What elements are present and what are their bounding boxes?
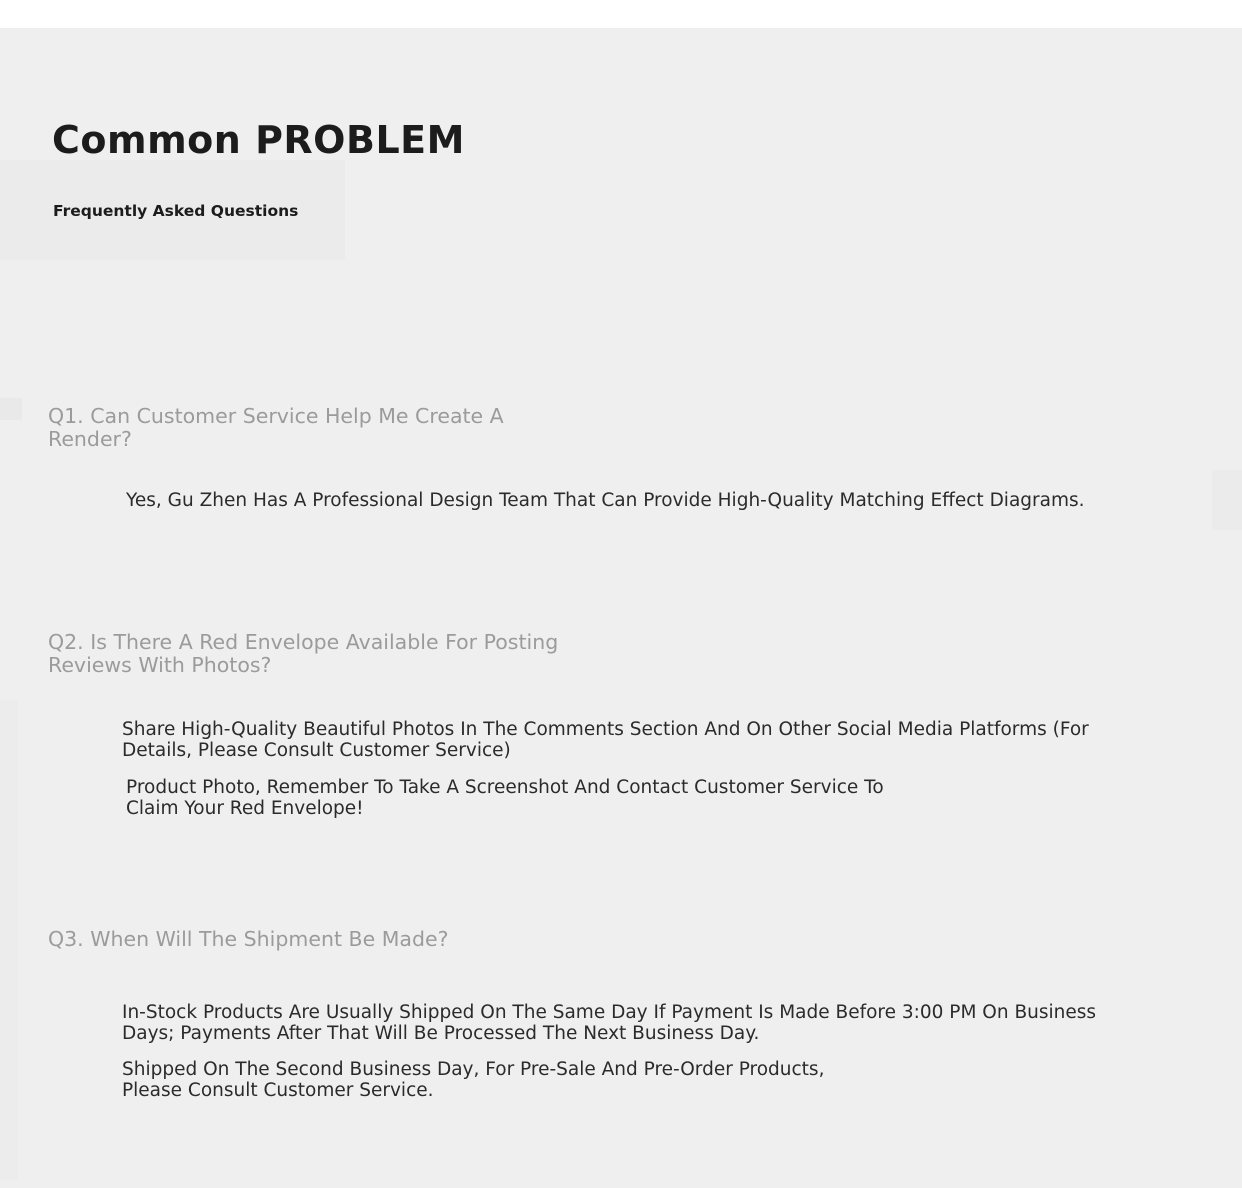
faq-answer-3-2: Shipped On The Second Business Day, For Pre-Sale And Pre-Order Products, Please Consult Customer Service.	[122, 1059, 825, 1101]
background-panel-left-small	[0, 398, 22, 420]
faq-answer-3-1: In-Stock Products Are Usually Shipped On The Same Day If Payment Is Made Before 3:00 PM On Business Days; Payments After That Will Be Processed The Next Business Day.	[122, 1002, 1097, 1044]
faq-question-2: Q2. Is There A Red Envelope Available For Posting Reviews With Photos?	[48, 630, 559, 677]
background-panel-right	[1212, 470, 1242, 530]
faq-answer-2-2: Product Photo, Remember To Take A Screenshot And Contact Customer Service To Claim Your Red Envelope!	[126, 777, 884, 819]
background-panel-left-bottom	[0, 700, 18, 1180]
faq-question-1: Q1. Can Customer Service Help Me Create A Render?	[48, 404, 504, 451]
page-title: Common PROBLEM	[52, 118, 465, 162]
page-subtitle: Frequently Asked Questions	[53, 202, 299, 220]
faq-answer-1-1: Yes, Gu Zhen Has A Professional Design Team That Can Provide High-Quality Matching Effect Diagrams.	[126, 490, 1085, 511]
faq-answer-2-1: Share High-Quality Beautiful Photos In The Comments Section And On Other Social Media Platforms (For Details, Please Consult Customer Service)	[122, 719, 1089, 761]
top-white-strip	[0, 0, 1242, 28]
faq-question-3: Q3. When Will The Shipment Be Made?	[48, 927, 449, 951]
